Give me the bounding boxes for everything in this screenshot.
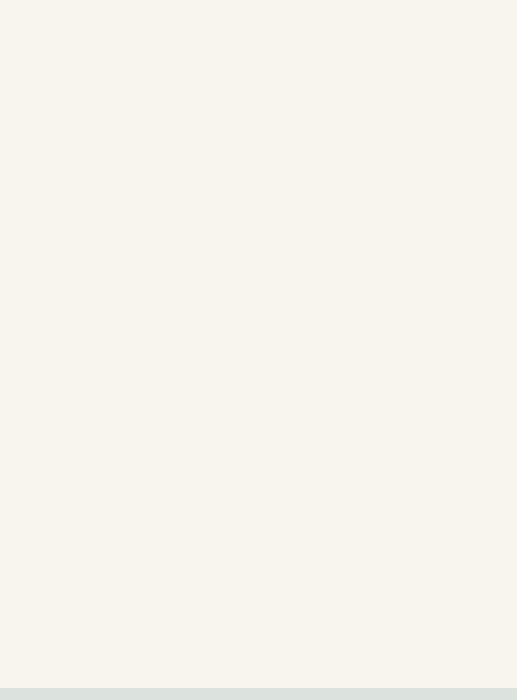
ornament-border-top	[0, 0, 517, 34]
ornament-border-right	[477, 34, 517, 646]
ornament-border-left	[0, 34, 40, 646]
page-bottom-strip	[0, 688, 517, 700]
